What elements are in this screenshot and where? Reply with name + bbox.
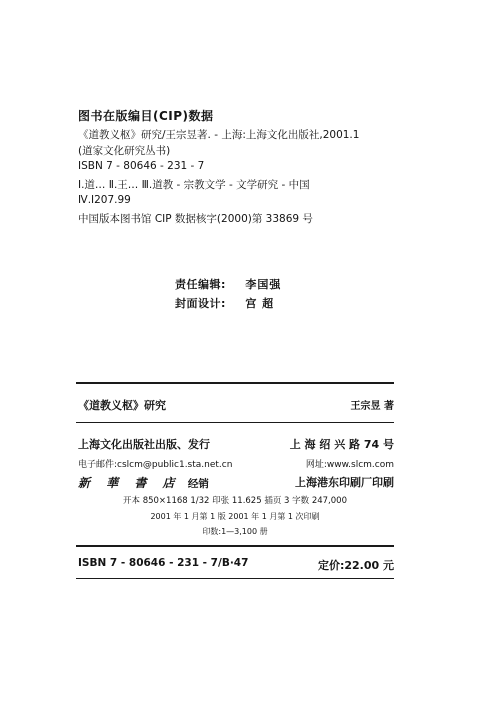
publisher-website: 网址:www.slcm.com: [305, 460, 394, 470]
print-specs: 开本 850×1168 1/32 印张 11.625 插页 3 字数 247,000: [123, 496, 347, 506]
cip-title: 图书在版编目(CIP)数据: [78, 109, 214, 123]
publisher-row: [78, 436, 394, 452]
distribution-row: [78, 474, 394, 491]
xinhua-bookstore-logo: 新 華 書 店: [78, 476, 181, 490]
publisher-address: 上 海 绍 兴 路 74 号: [289, 438, 394, 451]
designer-credit: [175, 295, 274, 311]
editor-label: 责任编辑:: [175, 278, 226, 291]
distribution-suffix: 经销: [187, 478, 209, 490]
print-run: 印数:1—3,100 册: [202, 527, 268, 536]
printer-name: 上海港东印刷厂印刷: [295, 476, 394, 489]
contact-row: [78, 457, 394, 470]
colophon-author: 王宗昱 著: [350, 401, 394, 412]
footer-row: [78, 557, 394, 572]
cip-isbn-line: ISBN 7 - 80646 - 231 - 7: [78, 160, 205, 172]
colophon-book-title: 《道教义枢》研究: [78, 399, 166, 412]
designer-name: 宫 超: [245, 297, 275, 310]
footer-top-rule: [76, 545, 394, 547]
editor-name: 李国强: [245, 278, 282, 291]
editor-credit: [175, 276, 281, 292]
publisher-name: 上海文化出版社出版、发行: [78, 438, 210, 451]
edition-info: 2001 年 1 月第 1 版 2001 年 1 月第 1 次印刷: [150, 512, 320, 521]
cip-classification-line: Ⅳ.I207.99: [78, 194, 131, 206]
footer-bottom-rule: [76, 578, 394, 579]
cip-record-number-line: 中国版本图书馆 CIP 数据核字(2000)第 33869 号: [78, 213, 313, 225]
designer-label: 封面设计:: [175, 297, 226, 310]
publisher-email: 电子邮件:cslcm@public1.sta.net.cn: [78, 460, 233, 470]
cip-series-line: (道家文化研究丛书): [78, 145, 171, 157]
colophon-title-row: [78, 397, 394, 413]
cip-bibliographic-line: 《道教义枢》研究/王宗昱著. - 上海:上海文化出版社,2001.1: [78, 129, 360, 141]
cip-subject-line: Ⅰ.道… Ⅱ.王… Ⅲ.道教 - 宗教文学 - 文学研究 - 中国: [78, 179, 310, 191]
footer-isbn: ISBN 7 - 80646 - 231 - 7/B·47: [78, 557, 249, 569]
colophon-top-rule: [76, 382, 394, 384]
colophon-divider: [76, 422, 394, 423]
footer-price: 定价:22.00 元: [317, 559, 394, 572]
